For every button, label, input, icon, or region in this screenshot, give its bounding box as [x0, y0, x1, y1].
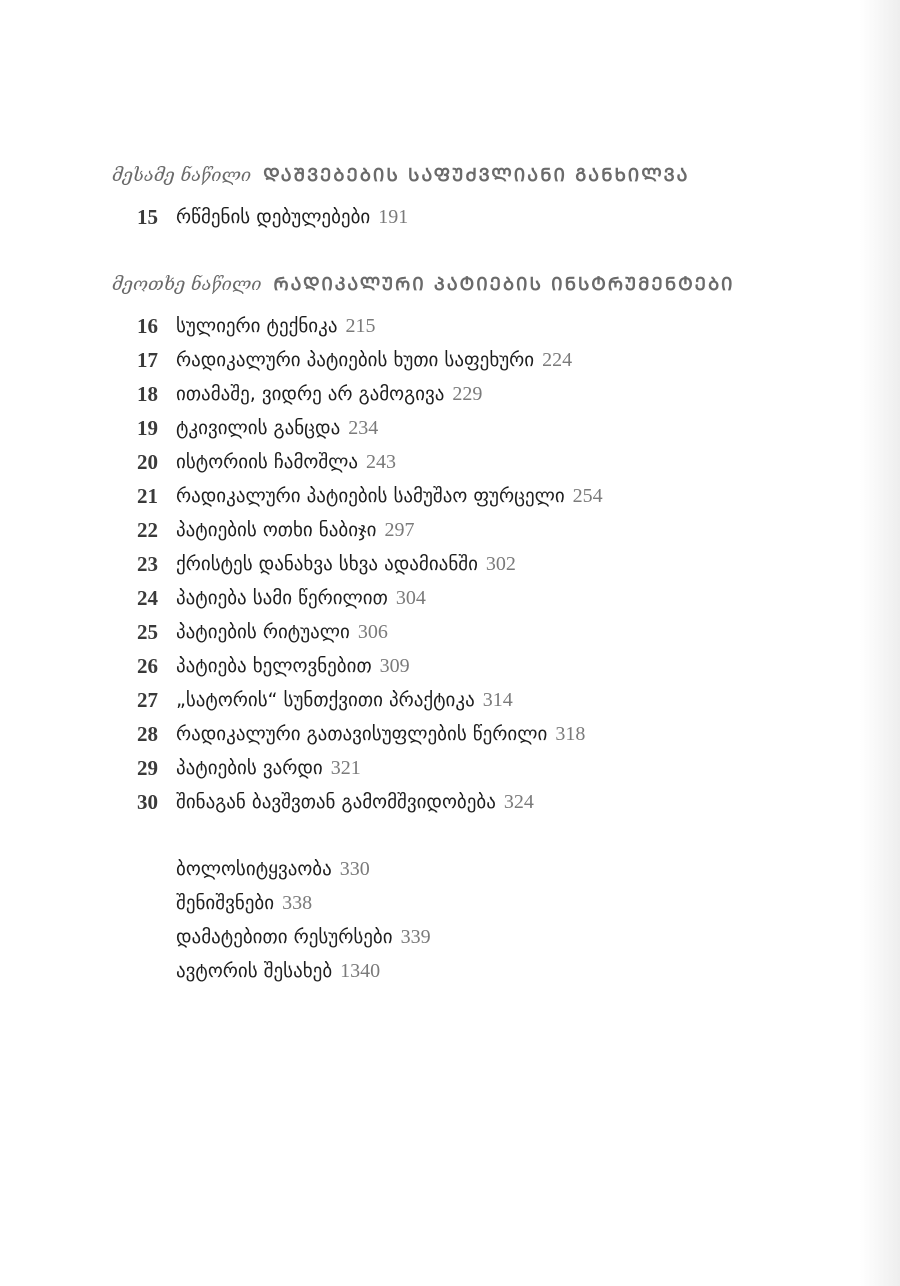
back-matter-title: ბოლოსიტყვაობა [176, 858, 332, 880]
back-matter-title: დამატებითი რესურსები [176, 926, 393, 948]
chapter-title: ქრისტეს დანახვა სხვა ადამიანში [176, 553, 478, 575]
chapter-number: 15 [137, 204, 158, 229]
page-number: 254 [572, 484, 603, 507]
chapter-title: პატიება ხელოვნებით [176, 655, 372, 677]
chapter-number: 19 [137, 415, 158, 440]
toc-entry[interactable] [0, 513, 860, 547]
toc-entry[interactable] [0, 581, 860, 615]
page-number: 302 [485, 552, 516, 575]
page-number: 304 [395, 586, 426, 609]
page-edge-shadow [860, 0, 900, 1286]
toc-entry[interactable] [0, 445, 860, 479]
toc-entry[interactable] [0, 200, 860, 234]
part-four-heading [112, 272, 735, 302]
toc-entry[interactable] [0, 920, 860, 954]
page-number: 321 [330, 756, 361, 779]
part-four-chapter-list [0, 309, 860, 819]
page-number: 229 [452, 382, 483, 405]
chapter-number: 16 [137, 313, 158, 338]
chapter-number: 27 [137, 687, 158, 712]
page-number: 318 [555, 722, 586, 745]
chapter-title: პატიების ვარდი [176, 757, 323, 779]
toc-entry[interactable] [0, 615, 860, 649]
page-number: 330 [339, 857, 370, 880]
page-number: 339 [400, 925, 431, 948]
toc-entry[interactable] [0, 954, 860, 988]
page-number: 306 [357, 620, 388, 643]
back-matter-title: ავტორის შესახებ [176, 960, 333, 982]
chapter-number: 29 [137, 755, 158, 780]
part-four-label: მეოთხე ნაწილი [112, 274, 262, 295]
toc-entry[interactable] [0, 785, 860, 819]
part-three-heading [112, 163, 689, 193]
chapter-title: შინაგან ბავშვთან გამომშვიდობება [176, 791, 496, 813]
chapter-number: 21 [137, 483, 158, 508]
toc-entry[interactable] [0, 886, 860, 920]
chapter-number: 17 [137, 347, 158, 372]
chapter-number: 24 [137, 585, 158, 610]
part-three-title: ᲓᲐᲨᲕᲔᲑᲔᲑᲘᲡ ᲡᲐᲤᲣᲫᲕᲚᲘᲐᲜᲘ ᲒᲐᲜᲮᲘᲚᲕᲐ [263, 165, 690, 186]
page-number: 1340 [340, 959, 381, 982]
toc-entry[interactable] [0, 377, 860, 411]
chapter-title: რწმენის დებულებები [176, 206, 371, 228]
toc-entry[interactable] [0, 479, 860, 513]
toc-entry[interactable] [0, 852, 860, 886]
toc-entry[interactable] [0, 717, 860, 751]
chapter-number: 25 [137, 619, 158, 644]
page-number: 224 [542, 348, 573, 371]
page-number: 309 [379, 654, 410, 677]
page-number: 243 [366, 450, 397, 473]
chapter-title: პატიების რიტუალი [176, 621, 350, 643]
page-number: 191 [378, 205, 409, 228]
toc-entry[interactable] [0, 649, 860, 683]
toc-entry[interactable] [0, 751, 860, 785]
chapter-number: 30 [137, 789, 158, 814]
page-number: 324 [503, 790, 534, 813]
chapter-title: ტკივილის განცდა [176, 417, 341, 439]
chapter-title: სულიერი ტექნიკა [176, 315, 338, 337]
chapter-title: ითამაშე, ვიდრე არ გამოგივა [176, 383, 445, 405]
chapter-title: პატიების ოთხი ნაბიჯი [176, 519, 377, 541]
toc-entry[interactable] [0, 547, 860, 581]
chapter-title: რადიკალური პატიების ხუთი საფეხური [176, 349, 535, 371]
page-number: 297 [384, 518, 415, 541]
toc-entry[interactable] [0, 343, 860, 377]
part-three-chapter-list [0, 200, 860, 234]
page-number: 234 [348, 416, 379, 439]
chapter-title: პატიება სამი წერილით [176, 587, 388, 609]
toc-entry[interactable] [0, 411, 860, 445]
chapter-number: 20 [137, 449, 158, 474]
chapter-number: 18 [137, 381, 158, 406]
back-matter-list [0, 852, 860, 988]
chapter-number: 23 [137, 551, 158, 576]
part-four-title: ᲠᲐᲓᲘᲙᲐᲚᲣᲠᲘ ᲞᲐᲢᲘᲔᲑᲘᲡ ᲘᲜᲡᲢᲠᲣᲛᲔᲜᲢᲔᲑᲘ [273, 274, 735, 295]
toc-entry[interactable] [0, 309, 860, 343]
chapter-number: 22 [137, 517, 158, 542]
back-matter-title: შენიშვნები [176, 892, 275, 914]
page-number: 215 [345, 314, 376, 337]
chapter-title: რადიკალური პატიების სამუშაო ფურცელი [176, 485, 565, 507]
chapter-title: ისტორიის ჩამოშლა [176, 451, 359, 473]
chapter-title: რადიკალური გათავისუფლების წერილი [176, 723, 548, 745]
chapter-number: 26 [137, 653, 158, 678]
chapter-number: 28 [137, 721, 158, 746]
page-number: 338 [282, 891, 313, 914]
page-number: 314 [482, 688, 513, 711]
part-three-label: მესამე ნაწილი [112, 165, 252, 186]
toc-entry[interactable] [0, 683, 860, 717]
chapter-title: „სატორის“ სუნთქვითი პრაქტიკა [176, 689, 475, 711]
